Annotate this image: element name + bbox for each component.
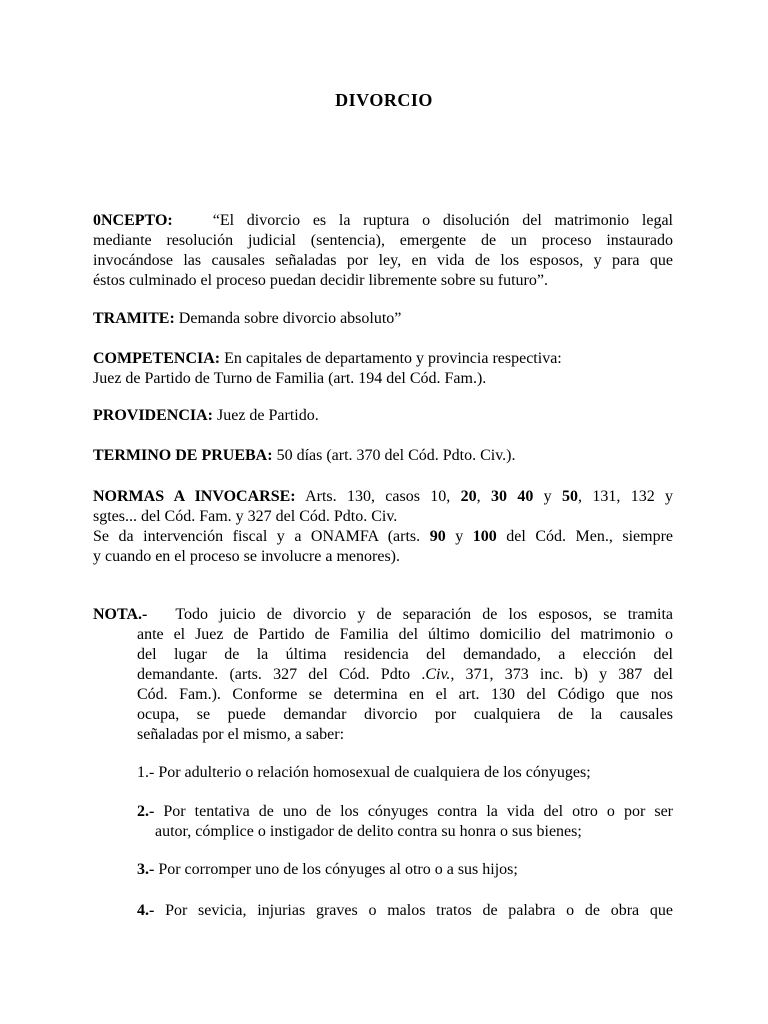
providencia-section (93, 406, 673, 426)
concepto-line-4: éstos culminado el proceso puedan decidir libremente sobre su futuro”. (93, 272, 548, 289)
concepto-label: 0NCEPTO: (93, 212, 173, 229)
concepto-line-2: mediante resolución judicial (sentencia), emergente de un proceso instaurado (93, 232, 673, 249)
normas-line-3: Se da intervención fiscal y a ONAMFA (arts. 90 y 100 del Cód. Men., siempre (93, 528, 674, 545)
competencia-section (93, 349, 673, 389)
nota-line-3: del lugar de la última residencia del demandado, a elección del (137, 646, 673, 663)
normas-line-2: sgtes... del Cód. Fam. y 327 del Cód. Pdto. Civ. (93, 508, 398, 525)
competencia-label: COMPETENCIA: (93, 350, 221, 367)
causal-item-2: 2.- Por tentativa de uno de los cónyuges contra la vida del otro o por ser autor, cómplice o instigador de delito contra su honra o sus bienes; (137, 803, 673, 840)
nota-section (93, 605, 673, 745)
causal-item-4: 4.- Por sevicia, injurias graves o malos tratos de palabra o de obra que (137, 902, 673, 919)
page-title: DIVORCIO (335, 90, 433, 110)
termino-label: TERMINO DE PRUEBA: (93, 447, 273, 464)
termino-section (93, 446, 673, 466)
competencia-text-2: Juez de Partido de Turno de Familia (art. 194 del Cód. Fam.). (93, 370, 487, 387)
concepto-line-1: 0NCEPTO: “El divorcio es la ruptura o disolución del matrimonio legal (93, 212, 673, 229)
normas-line-1: NORMAS A INVOCARSE: Arts. 130, casos 10, 20, 30 40 y 50, 131, 132 y (93, 488, 674, 505)
tramite-section (93, 309, 673, 329)
nota-line-5: Cód. Fam.). Conforme se determina en el art. 130 del Código que nos (137, 686, 673, 703)
providencia-label: PROVIDENCIA: (93, 407, 213, 424)
normas-section (93, 487, 673, 567)
normas-line-4: y cuando en el proceso se involucre a menores). (93, 548, 400, 565)
nota-line-2: ante el Juez de Partido de Familia del último domicilio del matrimonio o (137, 626, 673, 643)
normas-label: NORMAS A INVOCARSE: (93, 488, 296, 505)
causal-item-3: 3.- Por corromper uno de los cónyuges al otro o a sus hijos; (137, 861, 518, 878)
tramite-text: Demanda sobre divorcio absoluto” (174, 310, 402, 327)
providencia-text: Juez de Partido. (213, 407, 319, 424)
concepto-section (93, 211, 673, 291)
nota-line-7: señaladas por el mismo, a saber: (137, 726, 345, 743)
nota-line-6: ocupa, se puede demandar divorcio por cualquiera de la causales (137, 706, 673, 723)
termino-text: 50 días (art. 370 del Cód. Pdto. Civ.). (272, 447, 516, 464)
causal-item-1: 1.- Por adulterio o relación homosexual de cualquiera de los cónyuges; (137, 764, 591, 781)
competencia-text-1: En capitales de departamento y provincia respectiva: (220, 350, 562, 367)
tramite-label: TRAMITE: (93, 310, 175, 327)
nota-label: NOTA.- (93, 606, 148, 623)
nota-line-1: NOTA.- Todo juicio de divorcio y de separación de los esposos, se tramita (93, 606, 673, 623)
nota-line-4: demandante. (arts. 327 del Cód. Pdto .Civ., 371, 373 inc. b) y 387 del (137, 666, 673, 683)
concepto-line-3: invocándose las causales señaladas por ley, en vida de los esposos, y para que (93, 252, 673, 269)
